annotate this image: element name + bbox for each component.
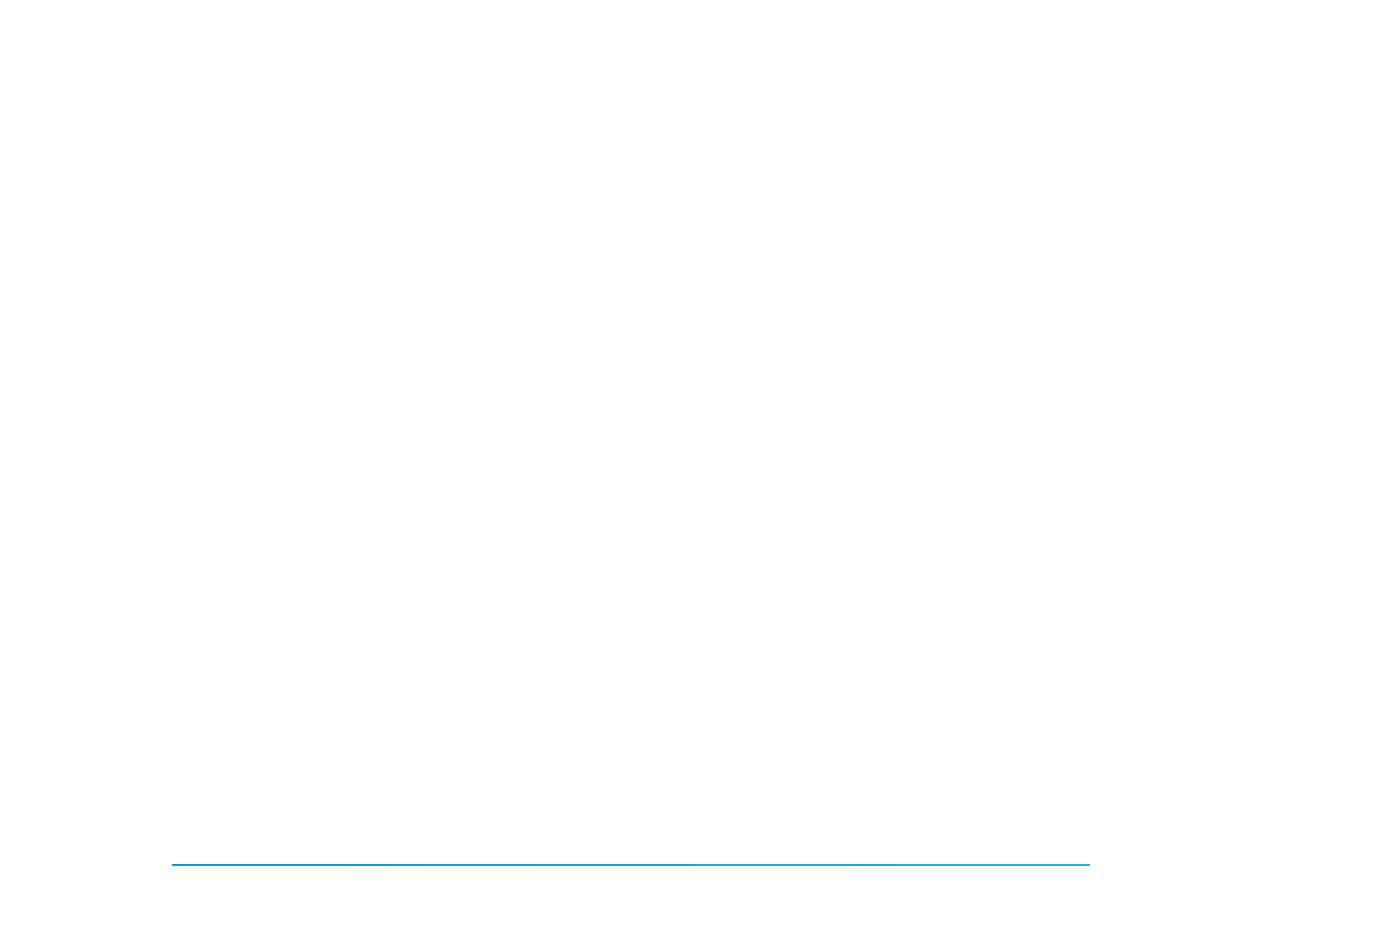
footer-divider bbox=[172, 864, 1090, 866]
